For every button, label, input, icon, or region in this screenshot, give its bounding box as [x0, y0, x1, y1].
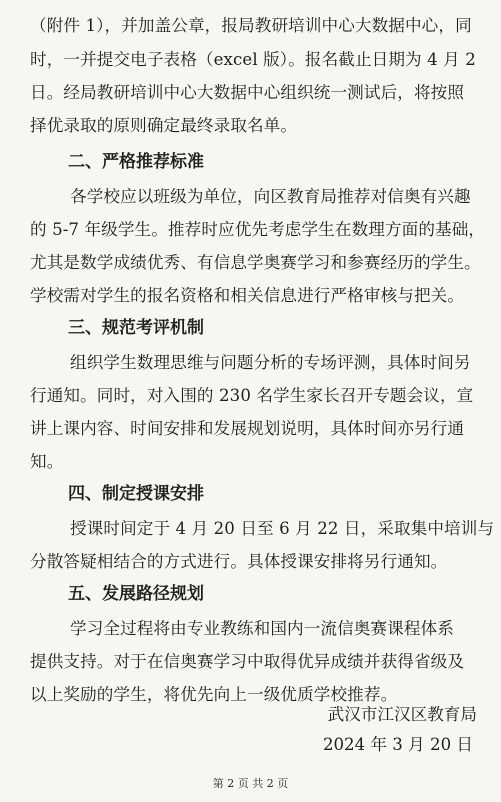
section-heading-3: 三、规范考评机制: [68, 318, 204, 338]
section-heading-5: 五、发展路径规划: [68, 584, 204, 604]
paragraph-line: 各学校应以班级为单位，向区教育局推荐对信奥有兴趣: [70, 187, 471, 206]
paragraph-line: 知。: [30, 452, 64, 471]
signature-date: 2024 年 3 月 20 日: [322, 735, 473, 754]
paragraph-line: 学习全过程将由专业教练和国内一流信奥赛课程体系: [70, 619, 454, 638]
paragraph-line: 提供支持。对于在信奥赛学习中取得优异成绩并获得省级及: [30, 652, 465, 671]
paragraph-line: 行通知。同时，对入围的 230 名学生家长召开专题会议，宣: [30, 386, 474, 405]
paragraph-line: 的 5-7 年级学生。推荐时应优先考虑学生在数理方面的基础，: [30, 220, 486, 239]
paragraph-line: 日。经局教研培训中心大数据中心组织统一测试后，将按照: [30, 83, 465, 102]
paragraph-line: 择优录取的原则确定最终录取名单。: [30, 116, 298, 135]
paragraph-line: 组织学生数理思维与问题分析的专场评测，具体时间另: [70, 353, 471, 372]
paragraph-line: 时，一并提交电子表格（excel 版）。报名截止日期为 4 月 2: [30, 50, 476, 69]
signature-org: 武汉市江汉区教育局: [327, 705, 477, 724]
paragraph-line: 以上奖励的学生，将优先向上一级优质学校推荐。: [30, 685, 398, 704]
paragraph-line: 学校需对学生的报名资格和相关信息进行严格审核与把关。: [30, 286, 465, 305]
page-footer: 第 2 页 共 2 页: [212, 777, 289, 790]
section-heading-4: 四、制定授课安排: [68, 484, 204, 504]
paragraph-line: （附件 1），并加盖公章，报局教研培训中心大数据中心，同: [30, 16, 472, 35]
paragraph-line: 讲上课内容、时间安排和发展规划说明，具体时间亦另行通: [30, 419, 465, 438]
paragraph-line: 授课时间定于 4 月 20 日至 6 月 22 日，采取集中培训与: [70, 519, 495, 538]
paragraph-line: 分散答疑相结合的方式进行。具体授课安排将另行通知。: [30, 552, 448, 571]
section-heading-2: 二、严格推荐标准: [68, 152, 204, 172]
paragraph-line: 尤其是数学成绩优秀、有信息学奥赛学习和参赛经历的学生。: [30, 253, 481, 272]
